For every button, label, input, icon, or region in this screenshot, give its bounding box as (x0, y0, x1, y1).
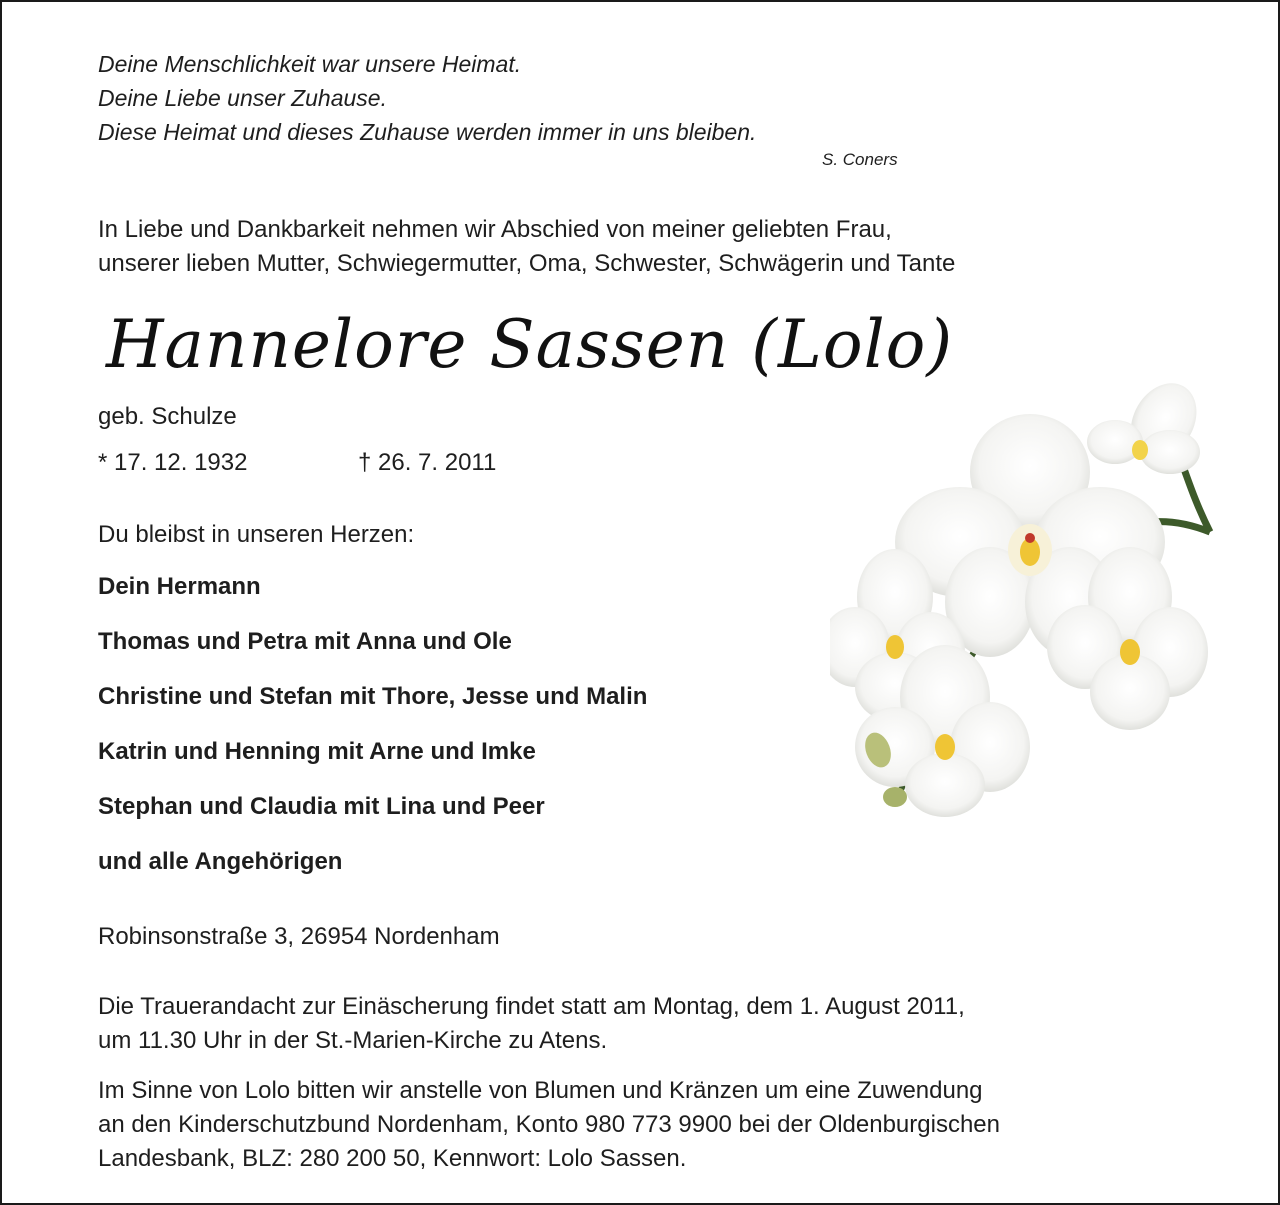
mourners-heading: Du bleibst in unseren Herzen: (98, 521, 415, 548)
address: Robinsonstraße 3, 26954 Nordenham (98, 923, 500, 950)
intro-line-2: unserer lieben Mutter, Schwiegermutter, Oma, Schwester, Schwägerin und Tante (98, 250, 956, 277)
death-date: † 26. 7. 2011 (358, 449, 497, 476)
maiden-name: geb. Schulze (98, 403, 237, 430)
mourner-line: Thomas und Petra mit Anna und Ole (98, 628, 512, 655)
service-line-2: um 11.30 Uhr in der St.-Marien-Kirche zu Atens. (98, 1027, 608, 1054)
mourner-line: Christine und Stefan mit Thore, Jesse und Malin (98, 683, 648, 710)
donation-line-1: Im Sinne von Lolo bitten wir anstelle von Blumen und Kränzen um eine Zuwendung (98, 1077, 983, 1104)
orchid-image (830, 372, 1230, 822)
poem-line-1: Deine Menschlichkeit war unsere Heimat. (98, 51, 522, 77)
deceased-name: Hannelore Sassen (Lolo) (106, 306, 954, 383)
poem-author: S. Coners (822, 150, 898, 169)
donation-line-2: an den Kinderschutzbund Nordenham, Konto 980 773 9900 bei der Oldenburgischen (98, 1111, 1000, 1138)
poem-line-2: Deine Liebe unser Zuhause. (98, 85, 387, 111)
mourner-line: Dein Hermann (98, 573, 261, 600)
mourner-line: Katrin und Henning mit Arne und Imke (98, 738, 536, 765)
mourner-line: Stephan und Claudia mit Lina und Peer (98, 793, 545, 820)
mourner-line: und alle Angehörigen (98, 848, 343, 875)
intro-line-1: In Liebe und Dankbarkeit nehmen wir Abschied von meiner geliebten Frau, (98, 216, 892, 243)
service-line-1: Die Trauerandacht zur Einäscherung findet statt am Montag, dem 1. August 2011, (98, 993, 965, 1020)
birth-date: * 17. 12. 1932 (98, 449, 248, 476)
donation-line-3: Landesbank, BLZ: 280 200 50, Kennwort: Lolo Sassen. (98, 1145, 687, 1172)
poem-line-3: Diese Heimat und dieses Zuhause werden immer in uns bleiben. (98, 119, 757, 145)
